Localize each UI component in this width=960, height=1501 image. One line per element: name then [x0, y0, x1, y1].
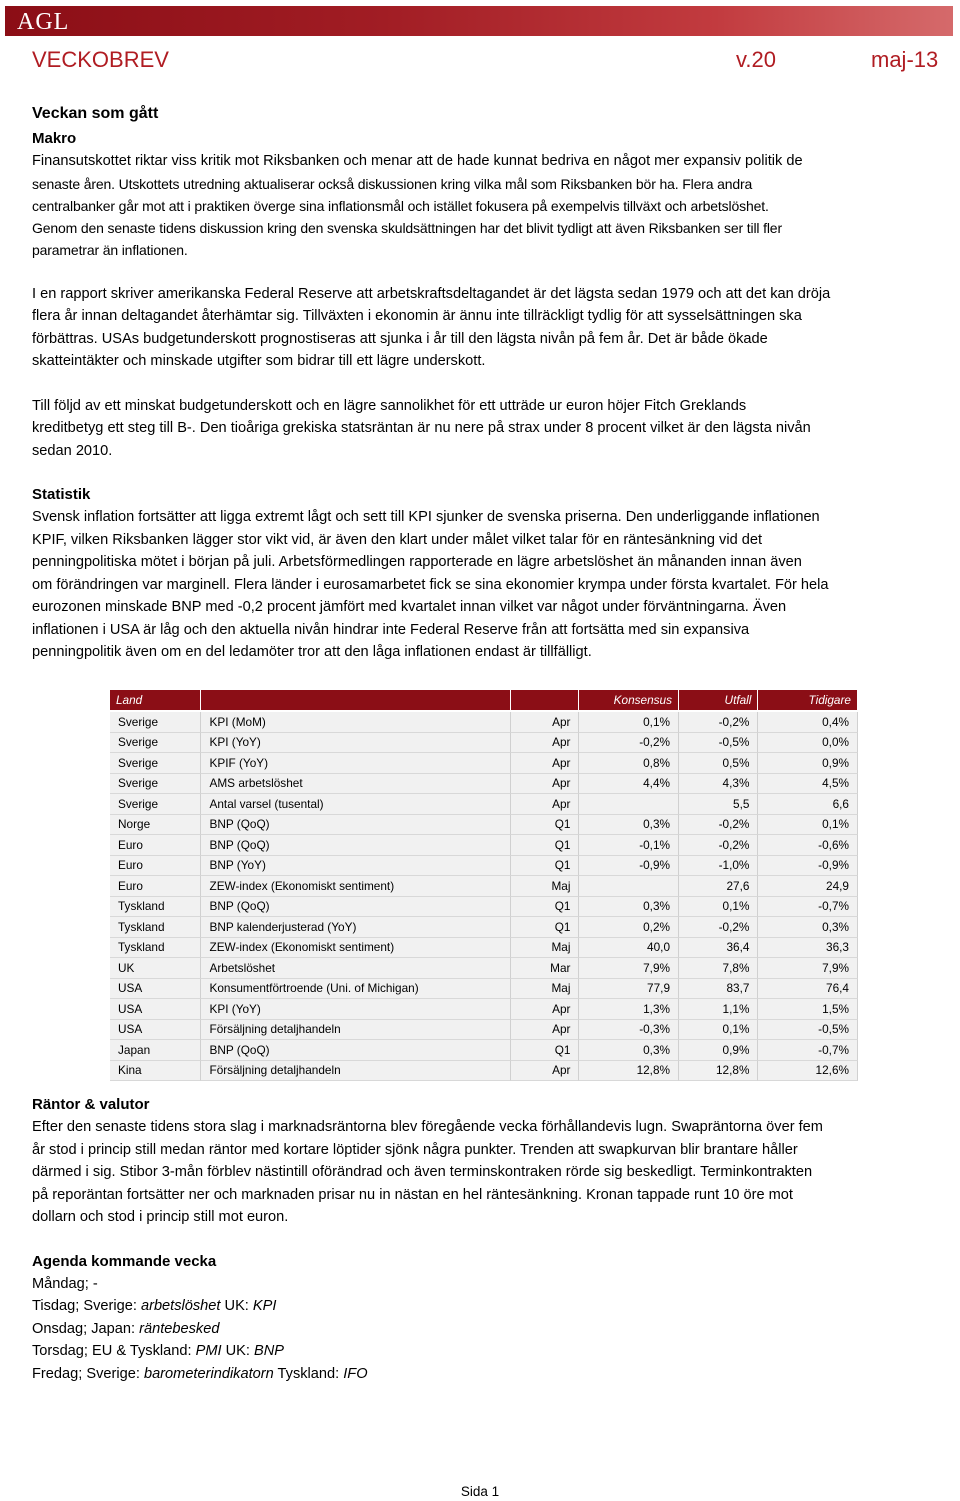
cell-period: Q1 — [511, 815, 579, 836]
cell-period: Apr — [511, 733, 579, 754]
cell-period: Q1 — [511, 835, 579, 856]
cell-period: Maj — [511, 979, 579, 1000]
cell-utfall: -0,2% — [679, 712, 758, 733]
header-bar — [5, 6, 953, 36]
cell-utfall: -0,2% — [679, 917, 758, 938]
agenda-thursday: Torsdag; EU & Tyskland: PMI UK: BNP — [32, 1343, 284, 1359]
cell-tidigare: 7,9% — [758, 958, 858, 979]
cell-konsensus: 0,3% — [579, 815, 679, 836]
cell-indicator: BNP (QoQ) — [201, 1040, 511, 1061]
text-line: Efter den senaste tidens stora slag i marknadsräntorna blev föregående vecka förhållandevis lugn. Swapräntorna över fem — [32, 1119, 823, 1135]
cell-tidigare: 0,3% — [758, 917, 858, 938]
cell-konsensus: 0,1% — [579, 712, 679, 733]
cell-period: Apr — [511, 753, 579, 774]
cell-tidigare: 6,6 — [758, 794, 858, 815]
cell-tidigare: 24,9 — [758, 876, 858, 897]
cell-konsensus: 12,8% — [579, 1061, 679, 1082]
cell-period: Q1 — [511, 897, 579, 918]
cell-land: USA — [110, 1020, 201, 1041]
cell-indicator: Konsumentförtroende (Uni. of Michigan) — [201, 979, 511, 1000]
text-line: eurozonen minskade BNP med -0,2 procent jämfört med kvartalet innan vilket var något under förväntningarna. Även — [32, 599, 787, 615]
table-row — [110, 794, 858, 815]
cell-land: Tyskland — [110, 938, 201, 959]
cell-period: Maj — [511, 876, 579, 897]
main-content — [32, 103, 956, 664]
doc-date: maj-13 — [871, 47, 939, 72]
cell-period: Mar — [511, 958, 579, 979]
table-row — [110, 733, 858, 754]
cell-land: Tyskland — [110, 917, 201, 938]
col-header-utfall: Utfall — [679, 690, 758, 712]
cell-tidigare: -0,7% — [758, 1040, 858, 1061]
text-line: på reporäntan fortsätter ner och marknaden prisar nu in nästan en hel räntesänkning. Kronan tappade runt 10 öre mot — [32, 1186, 793, 1203]
cell-utfall: -0,2% — [679, 815, 758, 836]
cell-land: Sverige — [110, 753, 201, 774]
cell-indicator: BNP (QoQ) — [201, 897, 511, 918]
cell-period: Apr — [511, 774, 579, 795]
cell-indicator: ZEW-index (Ekonomiskt sentiment) — [201, 876, 511, 897]
cell-utfall: 1,1% — [679, 999, 758, 1020]
text-line: centralbanker går mot att i praktiken överge sina inflationsmål och istället fokusera på exempelvis tillväxt och arbetslöshet. — [32, 197, 769, 214]
rantor-heading: Räntor & valutor — [32, 1096, 150, 1113]
cell-konsensus: -0,1% — [579, 835, 679, 856]
col-header-tidigare: Tidigare — [758, 690, 858, 712]
macro-paragraph-1 — [32, 150, 956, 261]
cell-konsensus: 7,9% — [579, 958, 679, 979]
statistik-heading: Statistik — [32, 486, 91, 503]
cell-period: Q1 — [511, 1040, 579, 1061]
text-line: Genom den senaste tidens diskussion kring den svenska skuldsättningen har det blivit tydligt att även Riksbanken ser till fler — [32, 219, 782, 236]
cell-utfall: 0,5% — [679, 753, 758, 774]
cell-period: Q1 — [511, 917, 579, 938]
cell-konsensus: 77,9 — [579, 979, 679, 1000]
text-line: KPIF, vilken Riksbanken lägger stor vikt vid, är även den klart under målet vilket talar för en räntesänkning vid det — [32, 531, 763, 548]
cell-utfall: 0,1% — [679, 897, 758, 918]
cell-konsensus: 0,3% — [579, 897, 679, 918]
text-line: flera år innan deltagandet återhämtar sig. Tillväxten i ekonomin är ännu inte tillräckligt tydlig för att sysselsättningen ska — [32, 308, 802, 324]
page-number: Sida 1 — [460, 1484, 500, 1499]
text-line: I en rapport skriver amerikanska Federal Reserve att arbetskraftsdeltagandet är det lägsta sedan 1979 och att det kan dröja — [32, 285, 831, 302]
cell-konsensus: 4,4% — [579, 774, 679, 795]
text-line: penningpolitiska mötet i början på juli. Arbetsförmedlingen rapporterade en lägre arbetslöshet än månanden innan även — [32, 554, 802, 570]
table-row — [110, 835, 858, 856]
table-row — [110, 1020, 858, 1041]
cell-indicator: AMS arbetslöshet — [201, 774, 511, 795]
cell-land: Sverige — [110, 774, 201, 795]
text-line: Finansutskottet riktar viss kritik mot Riksbanken och menar att de hade kunnat bedriva en något mer expansiv politik de — [32, 153, 803, 169]
text-line: Till följd av ett minskat budgetunderskott och en lägre sannolikhet för ett utträde ur euron höjer Fitch Greklands — [32, 397, 747, 414]
cell-utfall: 4,3% — [679, 774, 758, 795]
cell-konsensus: 0,3% — [579, 1040, 679, 1061]
cell-utfall: -0,5% — [679, 733, 758, 754]
table-row — [110, 917, 858, 938]
cell-land: Sverige — [110, 794, 201, 815]
rantor-section — [32, 1094, 956, 1385]
text-line: inflationen i USA är låg och den aktuella nivån hindrar inte Federal Reserve från att fortsätta med sin expansiva — [32, 621, 750, 638]
cell-tidigare: 4,5% — [758, 774, 858, 795]
cell-tidigare: 0,1% — [758, 815, 858, 836]
cell-period: Apr — [511, 999, 579, 1020]
table-row — [110, 774, 858, 795]
macro-paragraph-2 — [32, 283, 956, 373]
macro-heading: Makro — [32, 130, 77, 147]
cell-konsensus — [579, 876, 679, 897]
table-row — [110, 999, 858, 1020]
cell-indicator: BNP kalenderjusterad (YoY) — [201, 917, 511, 938]
cell-land: Tyskland — [110, 897, 201, 918]
cell-land: USA — [110, 999, 201, 1020]
cell-tidigare: -0,5% — [758, 1020, 858, 1041]
table-row — [110, 712, 858, 733]
text-line: därmed i sig. Stibor 3-mån förblev nästintill oförändrad och även terminskontraken rörde sig beskedligt. Terminkontrakten — [32, 1164, 813, 1180]
section-heading-week: Veckan som gått — [32, 105, 159, 122]
text-line: förbättras. USAs budgetunderskott prognostiseras att sjunka i år till den lägsta nivån på fem år. Det är både ökade — [32, 330, 768, 347]
col-header-konsensus: Konsensus — [579, 690, 679, 712]
text-line: parametrar än inflationen. — [32, 241, 188, 258]
table-row — [110, 958, 858, 979]
cell-tidigare: 0,0% — [758, 733, 858, 754]
col-header-period — [511, 690, 579, 712]
text-line: dollarn och stod i princip still mot euron. — [32, 1209, 289, 1225]
cell-land: UK — [110, 958, 201, 979]
cell-tidigare: 36,3 — [758, 938, 858, 959]
cell-indicator: Försäljning detaljhandeln — [201, 1020, 511, 1041]
statistics-table — [110, 690, 858, 1081]
text-line: skatteintäkter och minskade utgifter som bidrar till ett lägre underskott. — [32, 353, 486, 369]
cell-period: Apr — [511, 1061, 579, 1082]
cell-konsensus: -0,2% — [579, 733, 679, 754]
cell-indicator: ZEW-index (Ekonomiskt sentiment) — [201, 938, 511, 959]
cell-utfall: 12,8% — [679, 1061, 758, 1082]
cell-period: Apr — [511, 794, 579, 815]
cell-land: Japan — [110, 1040, 201, 1061]
table-row — [110, 897, 858, 918]
cell-period: Q1 — [511, 856, 579, 877]
cell-indicator: Försäljning detaljhandeln — [201, 1061, 511, 1082]
cell-land: Euro — [110, 856, 201, 877]
cell-land: Euro — [110, 835, 201, 856]
cell-tidigare: 1,5% — [758, 999, 858, 1020]
table-row — [110, 938, 858, 959]
agenda-monday: Måndag; - — [32, 1275, 98, 1292]
text-line: om förändringen var marginell. Flera länder i eurosamarbetet fick se sina ekonomier krympa under första kvartalet. För hela — [32, 576, 829, 593]
table-row — [110, 815, 858, 836]
table-row — [110, 753, 858, 774]
text-line: Svensk inflation fortsätter att ligga extremt lågt och sett till KPI sjunker de svenska priserna. Den underliggande inflationen — [32, 509, 820, 525]
cell-utfall: 0,9% — [679, 1040, 758, 1061]
table-header-row — [110, 690, 858, 712]
cell-indicator: KPI (MoM) — [201, 712, 511, 733]
cell-tidigare: 0,9% — [758, 753, 858, 774]
cell-indicator: BNP (YoY) — [201, 856, 511, 877]
cell-tidigare: -0,6% — [758, 835, 858, 856]
cell-land: Norge — [110, 815, 201, 836]
cell-indicator: KPI (YoY) — [201, 733, 511, 754]
cell-indicator: BNP (QoQ) — [201, 815, 511, 836]
table-row — [110, 1061, 858, 1082]
table-row — [110, 1040, 858, 1061]
week-number: v.20 — [736, 47, 776, 72]
text-line: penningpolitik även om en del ledamöter tror att den låga inflationen endast är tillfälligt. — [32, 644, 592, 660]
table-row — [110, 979, 858, 1000]
text-line: år stod i princip still medan räntor med kortare löptider sjönk några punkter. Trenden att swapkurvan blir brantare håller — [32, 1141, 798, 1158]
cell-tidigare: 0,4% — [758, 712, 858, 733]
agenda-tuesday: Tisdag; Sverige: arbetslöshet UK: KPI — [32, 1298, 277, 1314]
doc-title: VECKOBREV — [32, 47, 169, 72]
cell-konsensus: 0,2% — [579, 917, 679, 938]
cell-tidigare: 76,4 — [758, 979, 858, 1000]
cell-period: Apr — [511, 1020, 579, 1041]
agl-logo: AGL — [17, 9, 70, 35]
cell-utfall: -1,0% — [679, 856, 758, 877]
macro-paragraph-3 — [32, 395, 956, 463]
cell-period: Maj — [511, 938, 579, 959]
cell-konsensus — [579, 794, 679, 815]
table-row — [110, 876, 858, 897]
cell-tidigare: -0,9% — [758, 856, 858, 877]
cell-konsensus: -0,9% — [579, 856, 679, 877]
cell-indicator: BNP (QoQ) — [201, 835, 511, 856]
cell-land: Kina — [110, 1061, 201, 1082]
cell-konsensus: 0,8% — [579, 753, 679, 774]
text-line: sedan 2010. — [32, 442, 113, 459]
text-line: kreditbetyg ett steg till B-. Den tioåriga grekiska statsräntan är nu nere på strax under 8 procent vilket är den lägsta nivån — [32, 420, 811, 436]
cell-indicator: Arbetslöshet — [201, 958, 511, 979]
cell-utfall: 0,1% — [679, 1020, 758, 1041]
cell-tidigare: -0,7% — [758, 897, 858, 918]
col-header-indicator — [201, 690, 511, 712]
cell-utfall: 36,4 — [679, 938, 758, 959]
cell-land: Sverige — [110, 712, 201, 733]
cell-indicator: KPI (YoY) — [201, 999, 511, 1020]
agenda-friday: Fredag; Sverige: barometerindikatorn Tyskland: IFO — [32, 1365, 368, 1382]
cell-utfall: 5,5 — [679, 794, 758, 815]
cell-tidigare: 12,6% — [758, 1061, 858, 1082]
cell-land: USA — [110, 979, 201, 1000]
cell-konsensus: -0,3% — [579, 1020, 679, 1041]
cell-konsensus: 40,0 — [579, 938, 679, 959]
cell-land: Sverige — [110, 733, 201, 754]
cell-land: Euro — [110, 876, 201, 897]
cell-utfall: 83,7 — [679, 979, 758, 1000]
table-row — [110, 856, 858, 877]
statistik-paragraph — [32, 506, 956, 664]
cell-indicator: KPIF (YoY) — [201, 753, 511, 774]
agenda-wednesday: Onsdag; Japan: räntebesked — [32, 1320, 220, 1337]
cell-utfall: 7,8% — [679, 958, 758, 979]
cell-utfall: 27,6 — [679, 876, 758, 897]
cell-period: Apr — [511, 712, 579, 733]
text-line: senaste åren. Utskottets utredning aktualiserar också diskussionen kring vilka mål som Riksbanken bör ha. Flera andra — [32, 175, 753, 192]
cell-utfall: -0,2% — [679, 835, 758, 856]
cell-indicator: Antal varsel (tusental) — [201, 794, 511, 815]
cell-konsensus: 1,3% — [579, 999, 679, 1020]
table-body — [110, 712, 858, 1081]
col-header-land: Land — [110, 690, 201, 712]
agenda-heading: Agenda kommande vecka — [32, 1252, 217, 1270]
